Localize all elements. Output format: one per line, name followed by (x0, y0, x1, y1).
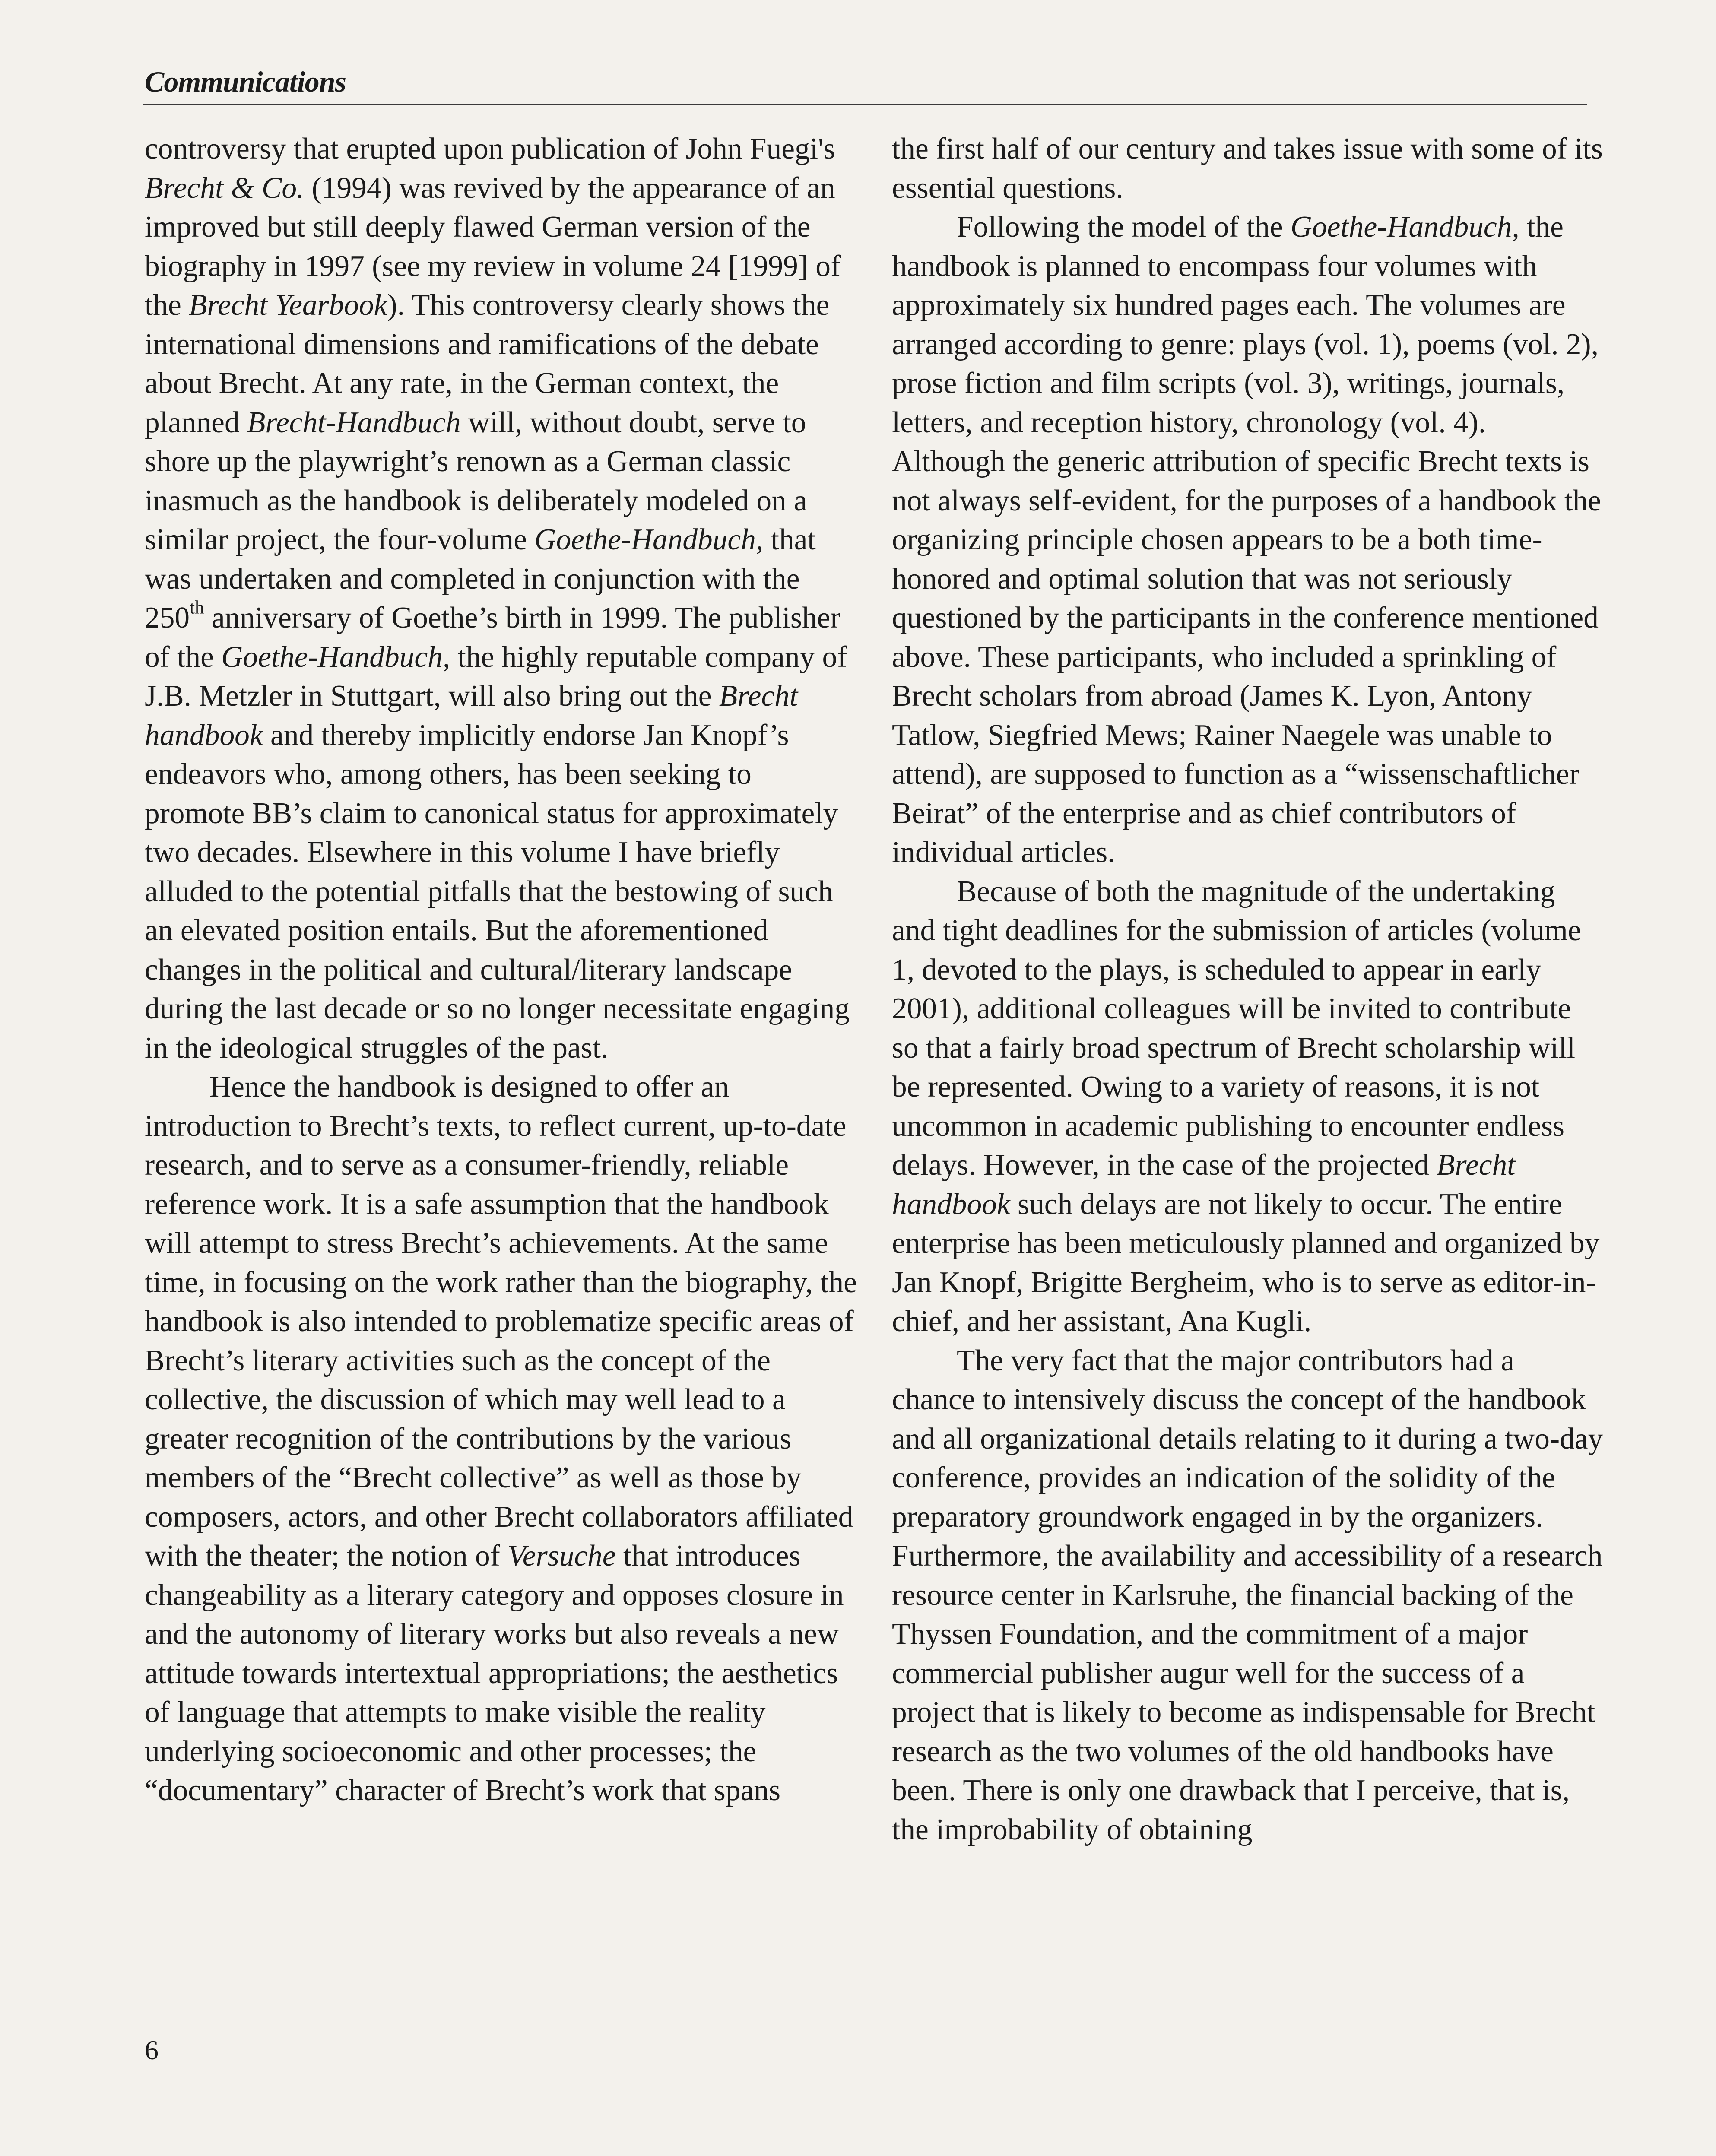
paragraph: The very fact that the major contributors had a chance to intensively discuss the concept of the handbook and all organizational details relating to it during a two-day conference, provides an indication of the solidity of the preparatory groundwork engaged in by the organizers. Furthermore, the availability and accessibility of a research resource center in Karlsruhe, the financial backing of the Thyssen Foundation, and the commitment of a major commercial publisher augur well for the success of a project that is likely to become as indispensable for Brecht research as the two volumes of the old handbooks have been. There is only one drawback that I perceive, that is, the improbability of obtaining (892, 1344, 1603, 1846)
page-number: 6 (145, 2035, 159, 2065)
paragraph: controversy that erupted upon publication of John Fuegi's Brecht & Co. (1994) was revived by the appearance of an improved but still deeply flawed German version of the biography in 1997 (see my review in volume 24 [1999] of the Brecht Yearbook). This controversy clearly shows the international dimensions and ramifications of the debate about Brecht. At any rate, in the German context, the planned Brecht-Handbuch will, without doubt, serve to shore up the playwright’s renown as a German classic inasmuch as the handbook is deliberately modeled on a similar project, the four-volume Goethe-Handbuch, that was undertaken and completed in conjunction with the 250th anniversary of Goethe’s birth in 1999. The publisher of the Goethe-Handbuch, the highly reputable company of J.B. Metzler in Stuttgart, will also bring out the Brecht handbook and thereby implicitly endorse Jan Knopf’s endeavors who, among others, has been seeking to promote BB’s claim to canonical status for approximately two decades. Elsewhere in this volume I have briefly alluded to the potential pitfalls that the bestowing of such an elevated position entails. But the aforementioned changes in the political and cultural/literary landscape during the last decade or so no longer necessitate engaging in the ideological struggles of the past. (145, 132, 850, 1065)
right-column (892, 130, 1605, 1849)
paragraph: Hence the handbook is designed to offer an introduction to Brecht’s texts, to reflect current, up-to-date research, and to serve as a consumer-friendly, reliable reference work. It is a safe assumption that the handbook will attempt to stress Brecht’s achievements. At the same time, in focusing on the work rather than the biography, the handbook is also intended to problematize specific areas of Brecht’s literary activities such as the concept of the collective, the discussion of which may well lead to a greater recognition of the contributions by the various members of the “Brecht collective” as well as those by composers, actors, and other Brecht collaborators affiliated with the theater; the notion of Versuche that introduces changeability as a literary category and opposes closure in and the autonomy of literary works but also reveals a new attitude towards intertextual appropriations; the aesthetics of language that attempts to make visible the reality underlying socioeconomic and other processes; the “documentary” character of Brecht’s work that spans (145, 1070, 857, 1807)
paragraph: Following the model of the Goethe-Handbuch, the handbook is planned to encompass four volumes with approximately six hundred pages each. The volumes are arranged according to genre: plays (vol. 1), poems (vol. 2), prose fiction and film scripts (vol. 3), writings, journals, letters, and reception history, chronology (vol. 4). Although the generic attribution of specific Brecht texts is not always self-evident, for the purposes of a handbook the organizing principle chosen appears to be a both time-honored and optimal solution that was not seriously questioned by the participants in the conference mentioned above. These participants, who included a sprinkling of Brecht scholars from abroad (James K. Lyon, Antony Tatlow, Siegfried Mews; Rainer Naegele was unable to attend), are supposed to function as a “wissenschaftlicher Beirat” of the enterprise and as chief contributors of individual articles. (892, 210, 1601, 869)
running-head: Communications (145, 65, 346, 98)
paragraph: Because of both the magnitude of the undertaking and tight deadlines for the submission of articles (volume 1, devoted to the plays, is scheduled to appear in early 2001), additional colleagues will be invited to contribute so that a fairly broad spectrum of Brecht scholarship will be represented. Owing to a variety of reasons, it is not uncommon in academic publishing to encounter endless delays. However, in the case of the projected Brecht handbook such delays are not likely to occur. The entire enterprise has been meticulously planned and organized by Jan Knopf, Brigitte Bergheim, who is to serve as editor-in-chief, and her assistant, Ana Kugli. (892, 875, 1600, 1338)
left-column (145, 130, 857, 1810)
header-rule (143, 104, 1587, 105)
paragraph: the first half of our century and takes issue with some of its essential questions. (892, 132, 1603, 205)
